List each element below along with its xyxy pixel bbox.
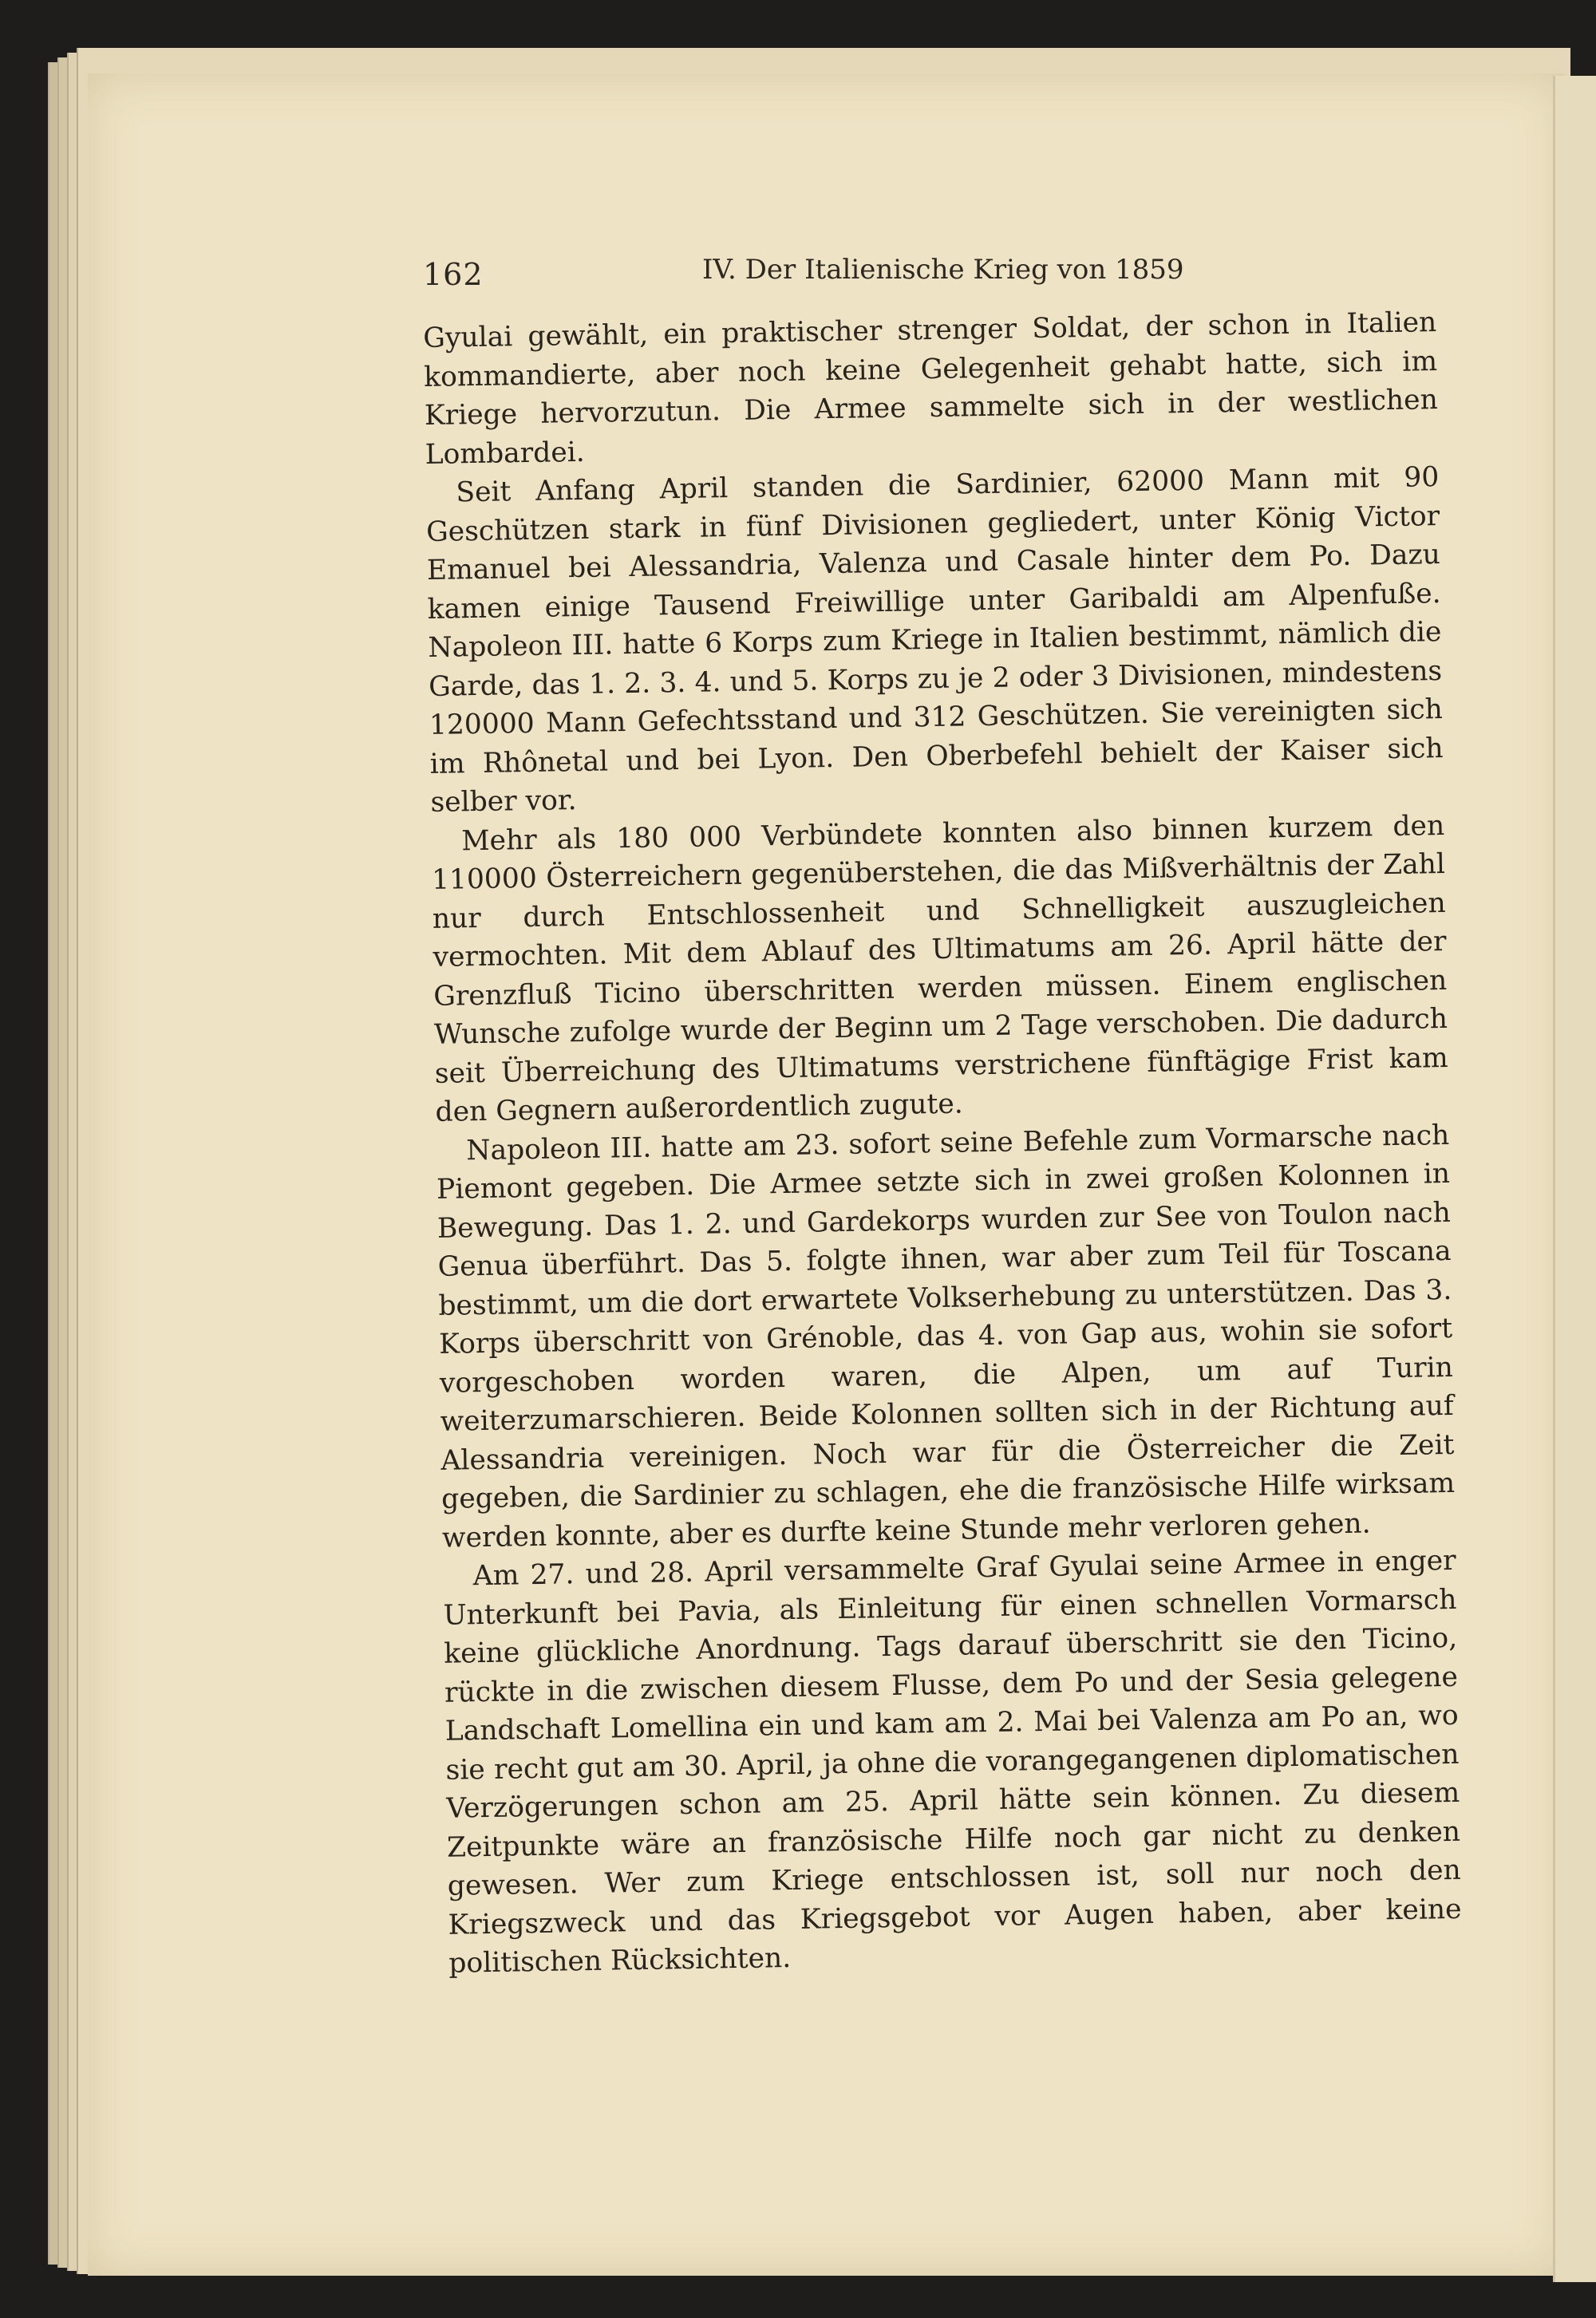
- paragraph: Seit Anfang April standen die Sardinier, 62000 Mann mit 90 Geschützen stark in fünf Divisionen gegliedert, unter König Victor Emanuel bei Alessandria, Valenza und Casale hinter dem Po. Dazu kamen einige Tausend Freiwillige unter Garibaldi am Alpenfuße. Napoleon III. hatte 6 Korps zum Kriege in Italien bestimmt, nämlich die Garde, das 1. 2. 3. 4. und 5. Korps zu je 2 oder 3 Divisionen, mindestens 120000 Mann Gefechtsstand und 312 Geschützen. Sie vereinigten sich im Rhônetal und bei Lyon. Den Oberbefehl behielt der Kaiser sich selber vor.: [425, 461, 1444, 819]
- paragraph: Mehr als 180 000 Verbündete konnten also binnen kurzem den 110000 Österreichern gegenüberstehen, die das Mißverhältnis der Zahl nur durch Entschlossenheit und Schnelligkeit auszugleichen vermochten. Mit dem Ablauf des Ultimatums am 26. April hätte der Grenzfluß Ticino überschritten werden müssen. Einem englischen Wunsche zufolge wurde der Beginn um 2 Tage verschoben. Die dadurch seit Überreichung des Ultimatums verstrichene fünftägige Frist kam den Gegnern außerordentlich zugute.: [431, 809, 1449, 1128]
- page-header: [423, 254, 1444, 302]
- facing-page-edge: [1553, 76, 1596, 2282]
- paragraph: Napoleon III. hatte am 23. sofort seine Befehle zum Vormarsche nach Piemont gegeben. Die Armee setzte sich in zwei großen Kolonnen in Bewegung. Das 1. 2. und Gardekorps wurden zur See von Toulon nach Genua überführt. Das 5. folgte ihnen, war aber zum Teil für Toscana bestimmt, um die dort erwartete Volkserhebung zu unterstützen. Das 3. Korps überschritt von Grénoble, das 4. von Gap aus, wohin sie sofort vorgeschoben worden waren, die Alpen, um auf Turin weiterzumarschieren. Beide Kolonnen sollten sich in der Richtung auf Alessandria vereinigen. Noch war für die Österreicher die Zeit gegeben, die Sardinier zu schlagen, ehe die französische Hilfe wirksam werden konnte, aber es durfte keine Stunde mehr verloren gehen.: [436, 1119, 1456, 1554]
- paragraph: Am 27. und 28. April versammelte Graf Gyulai seine Armee in enger Unterkunft bei Pavia, als Einleitung für einen schnellen Vormarsch keine glückliche Anordnung. Tags darauf überschritt sie den Ticino, rückte in die zwischen diesem Flusse, dem Po und der Sesia gelegene Landschaft Lomellina ein und kam am 2. Mai bei Valenza am Po an, wo sie recht gut am 30. April, ja ohne die vorangegangenen diplomatischen Verzögerungen schon am 25. April hätte sein können. Zu diesem Zeitpunkte wäre an französische Hilfe noch gar nicht zu denken gewesen. Wer zum Kriege entschlossen ist, soll nur noch den Kriegszweck und das Kriegsgebot vor Augen haben, aber keine politischen Rücksichten.: [443, 1544, 1462, 1980]
- body-text: [423, 303, 1463, 1983]
- running-head: IV. Der Italienische Krieg von 1859: [702, 254, 1184, 286]
- page-number: 162: [423, 257, 484, 292]
- paragraph: Gyulai gewählt, ein praktischer strenger Soldat, der schon in Italien kommandierte, aber noch keine Gelegenheit gehabt hatte, sich im Kriege hervorzutun. Die Armee sammelte sich in der westlichen Lombardei.: [423, 306, 1439, 471]
